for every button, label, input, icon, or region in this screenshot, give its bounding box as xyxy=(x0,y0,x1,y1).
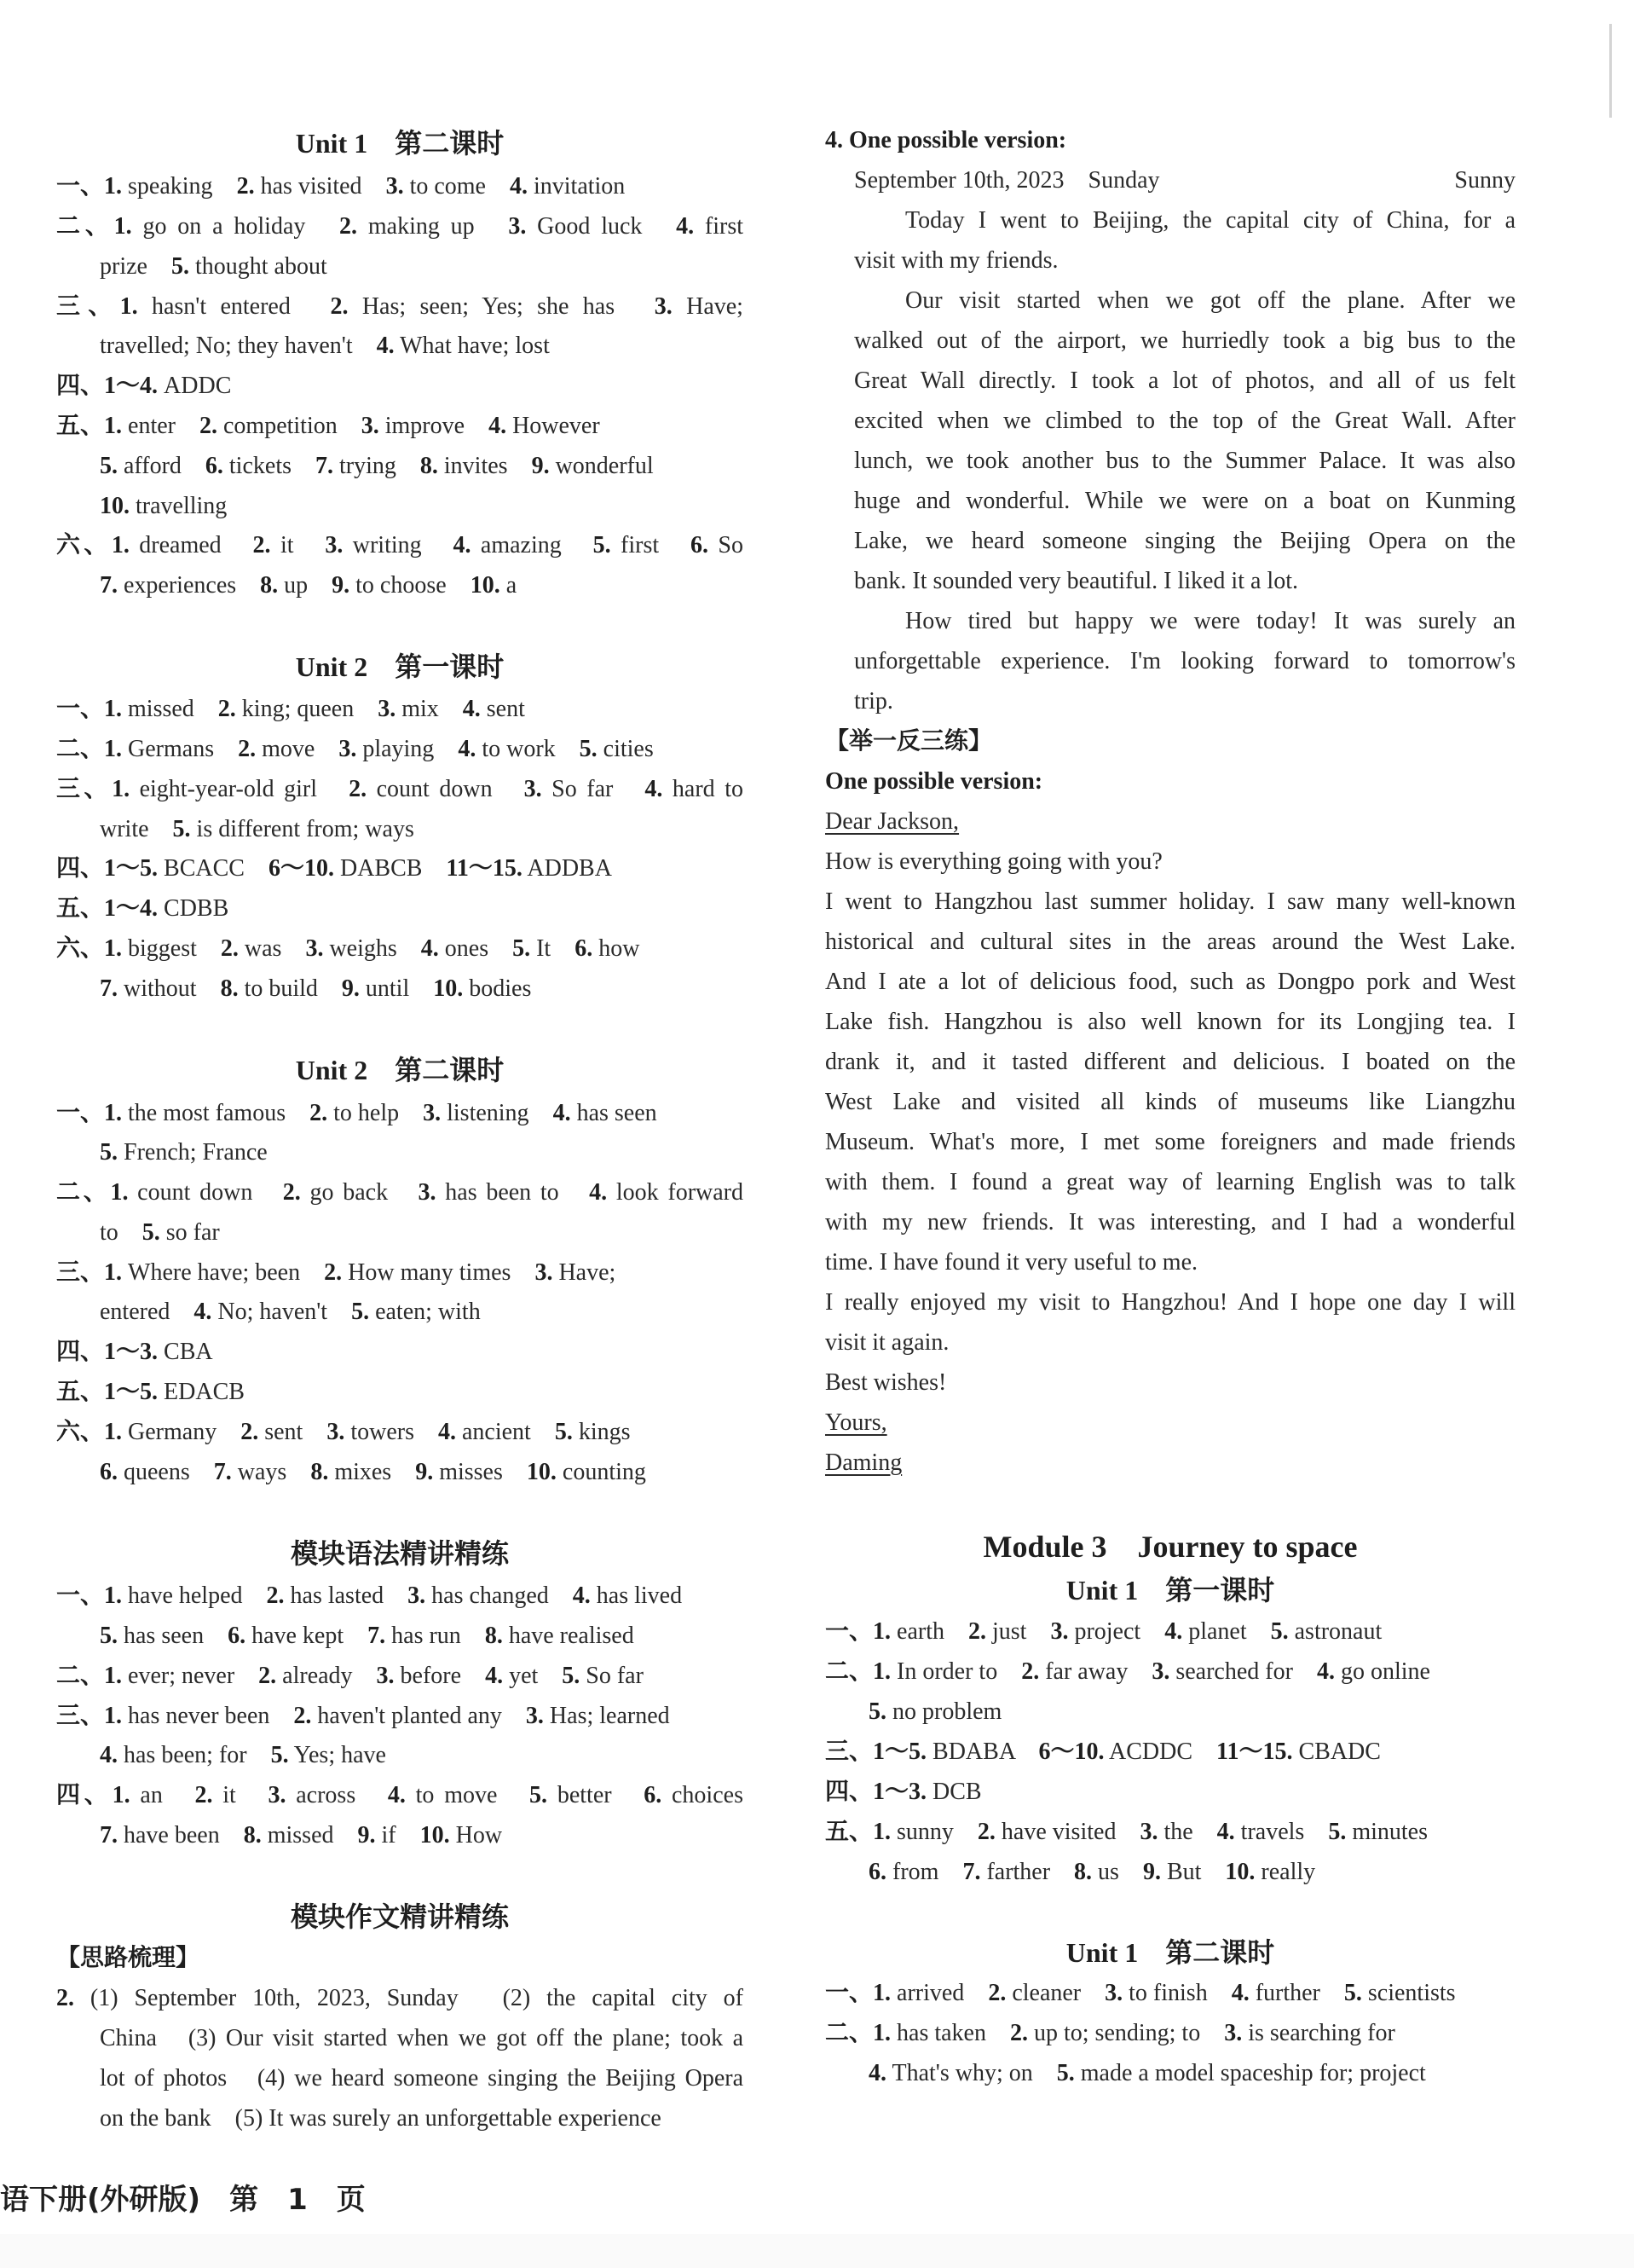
answer-line: 三、1. eight-year-old girl 2. count down 3. So far 4. hard to xyxy=(56,776,743,802)
answer-line: 五、1. sunny 2. have visited 3. the 4. travels 5. minutes xyxy=(825,1819,1428,1845)
answer-line: 六、1. dreamed 2. it 3. writing 4. amazing 5. first 6. So xyxy=(56,532,743,558)
answer-line: 5. has seen 6. have kept 7. has run 8. have realised xyxy=(100,1623,634,1649)
answer-line: Lake fish. Hangzhou is also well known for its Longjing tea. I xyxy=(825,1009,1516,1035)
answer-line: 四、1～3. DCB xyxy=(825,1779,982,1805)
underlined-text: Daming xyxy=(825,1449,903,1476)
bold-label: 【举一反三练】 xyxy=(825,728,993,755)
answer-line: on the bank (5) It was surely an unforgettable experience xyxy=(100,2105,661,2132)
answer-line: entered 4. No; haven't 5. eaten; with xyxy=(100,1299,481,1325)
section-heading: Unit 2 第二课时 xyxy=(295,1055,505,1085)
answer-line: 7. without 8. to build 9. until 10. bodies xyxy=(100,975,532,1002)
answer-line: 6. queens 7. ways 8. mixes 9. misses 10. counting xyxy=(100,1459,646,1485)
answer-line: write 5. is different from; ways xyxy=(100,816,414,842)
answer-line: 五、1～5. EDACB xyxy=(56,1379,245,1405)
answer-line: 一、1. the most famous 2. to help 3. listening 4. has seen xyxy=(56,1100,657,1126)
answer-line: 5. French; France xyxy=(100,1139,268,1166)
answer-line: drank it, and it tasted different and delicious. I boated on the xyxy=(825,1049,1516,1075)
answer-line: visit it again. xyxy=(825,1329,950,1356)
answer-line xyxy=(825,805,1516,839)
bold-label: 4. One possible version: xyxy=(825,127,1067,153)
answer-line: Great Wall directly. I took a lot of photos, and all of us felt xyxy=(854,367,1516,394)
section-heading: Unit 1 第二课时 xyxy=(295,128,505,159)
answer-line: to 5. so far xyxy=(100,1219,220,1246)
answer-line: huge and wonderful. While we were on a boat on Kunming xyxy=(854,488,1516,514)
answer-line: walked out of the airport, we hurriedly took a big bus to the xyxy=(854,327,1516,354)
answer-line: 二、1. go on a holiday 2. making up 3. Good luck 4. first xyxy=(56,213,743,240)
answer-line xyxy=(825,1446,1516,1480)
answer-line: Our visit started when we got off the plane. After we xyxy=(905,287,1516,314)
answer-line: time. I have found it very useful to me. xyxy=(825,1249,1198,1276)
answer-line: with my new friends. It was interesting, and I had a wonderful xyxy=(825,1209,1516,1235)
answer-line: 一、1. arrived 2. cleaner 3. to finish 4. further 5. scientists xyxy=(825,1980,1456,2006)
answer-line: Today I went to Beijing, the capital city of China, for a xyxy=(905,207,1516,234)
answer-line: 三、1. hasn't entered 2. Has; seen; Yes; she has 3. Have; xyxy=(56,293,743,320)
section-heading: 模块作文精讲精练 xyxy=(290,1901,509,1932)
answer-line: 5. no problem xyxy=(869,1698,1002,1725)
answer-line: lunch, we took another bus to the Summer Palace. It was also xyxy=(854,448,1516,474)
answer-line: I really enjoyed my visit to Hangzhou! And I hope one day I will xyxy=(825,1289,1516,1316)
page-footer: 语下册(外研版) 第 1 页 xyxy=(0,2183,366,2217)
answer-line: 四、1～4. ADDC xyxy=(56,373,232,399)
section-heading: Unit 2 第一课时 xyxy=(295,651,505,682)
answer-line: 7. have been 8. missed 9. if 10. How xyxy=(100,1822,503,1849)
answer-line: travelled; No; they haven't 4. What have; lost xyxy=(100,333,550,359)
answer-line xyxy=(825,1406,1516,1440)
answer-line: 三、1. has never been 2. haven't planted any 3. Has; learned xyxy=(56,1703,670,1729)
scan-edge-mark xyxy=(1609,24,1612,118)
section-heading: Unit 1 第二课时 xyxy=(1065,1937,1275,1968)
bold-label: One possible version: xyxy=(825,768,1043,795)
answer-line: Lake, we heard someone singing the Beijing Opera on the xyxy=(854,528,1516,554)
answer-line: prize 5. thought about xyxy=(100,253,327,280)
answer-line: 三、1～5. BDABA 6～10. ACDDC 11～15. CBADC xyxy=(825,1739,1381,1765)
answer-line: 二、1. In order to 2. far away 3. searched for 4. go online xyxy=(825,1658,1430,1685)
answer-line: 六、1. Germany 2. sent 3. towers 4. ancient 5. kings xyxy=(56,1419,631,1445)
answer-line: 二、1. has taken 2. up to; sending; to 3. is searching for xyxy=(825,2020,1395,2046)
answer-line: excited when we climbed to the top of the Great Wall. After xyxy=(854,408,1516,434)
answer-line: I went to Hangzhou last summer holiday. I saw many well-known xyxy=(825,888,1516,915)
section-heading: 模块语法精讲精练 xyxy=(290,1538,509,1569)
answer-line: unforgettable experience. I'm looking forward to tomorrow's xyxy=(854,648,1516,674)
answer-line: And I ate a lot of delicious food, such as Dongpo pork and West xyxy=(825,969,1516,995)
answer-line: historical and cultural sites in the areas around the West Lake. xyxy=(825,929,1516,955)
answer-line: 二、1. count down 2. go back 3. has been to 4. look forward xyxy=(56,1179,743,1206)
answer-line: How tired but happy we were today! It was surely an xyxy=(905,608,1516,634)
answer-line: 一、1. earth 2. just 3. project 4. planet 5. astronaut xyxy=(825,1618,1383,1645)
section-heading: Module 3 Journey to space xyxy=(983,1530,1358,1564)
answer-line: Best wishes! xyxy=(825,1369,947,1396)
answer-line xyxy=(825,164,1516,198)
answer-line: 一、1. speaking 2. has visited 3. to come 4. invitation xyxy=(56,173,626,200)
answer-line: 2. (1) September 10th, 2023, Sunday (2) the capital city of xyxy=(56,1985,743,2011)
answer-line: 二、1. ever; never 2. already 3. before 4. yet 5. So far xyxy=(56,1663,644,1689)
answer-line: bank. It sounded very beautiful. I liked it a lot. xyxy=(854,568,1298,594)
underlined-text: Yours, xyxy=(825,1409,887,1436)
answer-line: 一、1. have helped 2. has lasted 3. has changed 4. has lived xyxy=(56,1582,683,1609)
answer-line: lot of photos (4) we heard someone singing the Beijing Opera xyxy=(100,2065,743,2092)
answer-line: 5. afford 6. tickets 7. trying 8. invites 9. wonderful xyxy=(100,453,654,479)
answer-line: trip. xyxy=(854,688,893,715)
section-heading: Unit 1 第一课时 xyxy=(1065,1575,1275,1606)
answer-line: 7. experiences 8. up 9. to choose 10. a xyxy=(100,572,517,599)
answer-line: How is everything going with you? xyxy=(825,848,1163,875)
answer-line: with them. I found a great way of learning English was to talk xyxy=(825,1169,1516,1195)
answer-line: 6. from 7. farther 8. us 9. But 10. really xyxy=(869,1859,1316,1885)
answer-line: 四、1～5. BCACC 6～10. DABCB 11～15. ADDBA xyxy=(56,855,612,882)
answer-line: China (3) Our visit started when we got off the plane; took a xyxy=(100,2025,743,2051)
answer-line: 一、1. missed 2. king; queen 3. mix 4. sent xyxy=(56,696,525,722)
answer-line: 五、1. enter 2. competition 3. improve 4. However xyxy=(56,413,600,439)
answer-line: 三、1. Where have; been 2. How many times 3. Have; xyxy=(56,1259,616,1286)
answer-line: West Lake and visited all kinds of museums like Liangzhu xyxy=(825,1089,1516,1115)
underlined-text: Dear Jackson, xyxy=(825,808,960,835)
answer-line: 四、1. an 2. it 3. across 4. to move 5. better 6. choices xyxy=(56,1782,743,1808)
answer-line: 六、1. biggest 2. was 3. weighs 4. ones 5. It 6. how xyxy=(56,935,640,962)
answer-line: visit with my friends. xyxy=(854,247,1059,274)
answer-line: 4. That's why; on 5. made a model spaceship for; project xyxy=(869,2060,1426,2086)
answer-line: 二、1. Germans 2. move 3. playing 4. to work 5. cities xyxy=(56,736,654,762)
diary-weather: Sunny xyxy=(1454,167,1516,194)
answer-line: 五、1～4. CDBB xyxy=(56,895,229,922)
diary-date: September 10th, 2023 Sunday xyxy=(854,167,1160,194)
answer-line: 四、1～3. CBA xyxy=(56,1339,213,1365)
bottom-margin xyxy=(0,2234,1634,2268)
bold-label: 【思路梳理】 xyxy=(56,1945,200,1971)
answer-line: 4. has been; for 5. Yes; have xyxy=(100,1742,386,1768)
answer-line: 10. travelling xyxy=(100,493,228,519)
answer-line: Museum. What's more, I met some foreigners and made friends xyxy=(825,1129,1516,1155)
